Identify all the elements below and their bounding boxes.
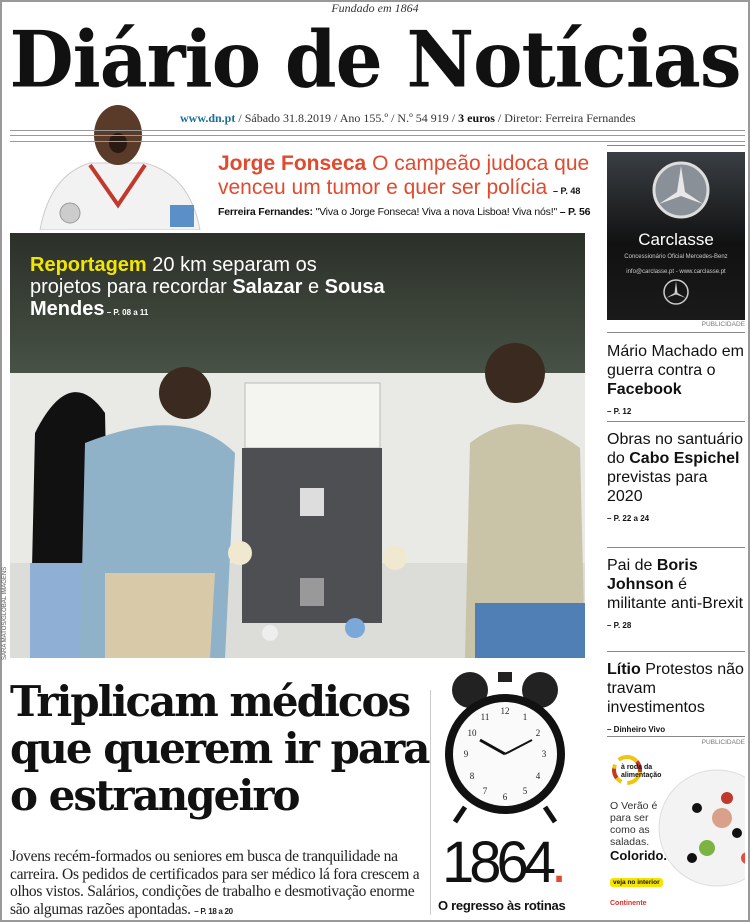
mercedes-logo-icon [651,160,711,220]
page-ref: – P. 08 a 11 [104,308,149,317]
director: / Diretor: Ferreira Fernandes [494,111,636,125]
judoka-photo [30,105,205,230]
svg-text:2: 2 [535,728,541,738]
sidebar-divider [607,736,745,737]
story-bold: Cabo Espichel [629,450,740,467]
issue-meta [180,111,636,126]
continente-ad[interactable] [607,748,745,916]
ad-subtitle: Concessionário Oficial Mercedes-Benz [624,254,728,260]
masthead-title: Diário de Notícias [9,14,741,106]
story-text: Pai de [607,557,657,574]
photo-credit: SARA MATOS/GLOBAL IMAGENS [2,566,8,660]
page-ref: – P. 12 [607,407,632,416]
ad-logo-text: à roda da alimentação [621,764,662,779]
sidebar-divider [607,547,745,548]
year-text: 1864 [442,830,552,895]
column-divider [430,690,431,915]
founded-line: Fundado em 1864 [331,1,419,15]
mercedes-star-icon [662,278,690,306]
svg-text:1: 1 [522,712,528,722]
lead-lede [10,848,430,920]
ad-text: O Verão é para ser como as saladas. [610,800,658,848]
sidebar-divider [607,421,745,422]
quote-text: "Viva o Jorge Fonseca! Viva a nova Lisboa! Viva nós!" [312,206,560,218]
sidebar-story-machado[interactable] [607,342,745,421]
lead-headline[interactable]: Triplicam médicos que querem ir para o estrangeiro [10,677,429,820]
sidebar-divider [607,145,745,146]
sidebar-story-litio[interactable] [607,660,745,739]
page-ref: – P. 22 a 24 [607,514,650,523]
photo-story-caption[interactable] [30,254,390,324]
svg-text:5: 5 [522,786,528,796]
page-ref: – Dinheiro Vivo [607,725,666,734]
story-text: Obras no santuário do [607,431,744,467]
page-ref: – P. 48 [553,186,581,196]
story-bold: Lítio [607,661,641,678]
page-ref: – P. 18 a 20 [194,906,233,916]
quote-author: Ferreira Fernandes: [218,206,313,218]
photo-story-kicker: Reportagem [30,254,147,276]
ad-brand: Continente [610,900,647,907]
svg-text:9: 9 [463,749,469,759]
lede-text: Jovens recém-formados ou seniores em busca de tranquilidade na carreira. Os pedidos de certificados para ser médico lá fora crescem a olhos vistos. Salários, condições de trabalho e desmotivação enorme são algumas razões apontadas. [10,848,420,918]
svg-text:11: 11 [480,712,490,722]
story-text: é militante anti-Brexit [607,576,744,612]
svg-text:6: 6 [502,792,508,802]
price: 3 euros [458,111,495,125]
story-bold: Facebook [607,381,682,398]
svg-text:7: 7 [482,786,488,796]
ad-contact: info@carclasse.pt - www.carclasse.pt [626,269,726,275]
website-link[interactable]: www.dn.pt [180,111,236,125]
carclasse-ad[interactable] [607,152,745,320]
masthead-rules [10,130,745,142]
sidebar-story-johnson[interactable] [607,556,745,635]
svg-text:4: 4 [535,771,541,781]
story-bold: Boris Johnson [607,557,698,593]
promo-year[interactable] [442,830,563,895]
caption-bold: Sousa Mendes [30,276,385,320]
story-text: Protestos não travam investimentos [607,661,744,716]
sidebar-divider [607,332,745,333]
page-ref: – P. 56 [559,206,591,218]
story-text: previstas para 2020 [607,469,708,505]
promo-caption[interactable]: O regresso às rotinas [438,898,566,913]
ad-bold: Colorido. [610,848,668,863]
year-dot: . [551,830,563,895]
caption-bold: Salazar [232,276,303,298]
caption-text: 20 km separam os projetos para recordar [30,254,317,298]
sidebar-story-espichel[interactable] [607,430,745,528]
svg-text:10: 10 [467,728,477,738]
svg-text:3: 3 [541,749,547,759]
top-story[interactable] [218,152,598,203]
svg-text:12: 12 [500,706,510,716]
ad-cta[interactable]: veja no interior [610,878,663,887]
story-text: Mário Machado em guerra contra o [607,343,744,379]
top-story-quote[interactable] [218,206,590,218]
alarm-clock-icon [440,662,570,827]
sidebar-divider [607,651,745,652]
ad-label: PUBLICIDADE [701,321,745,328]
caption-text: e [302,276,325,298]
ad-label: PUBLICIDADE [701,739,745,746]
svg-text:8: 8 [469,771,475,781]
top-story-kicker: Jorge Fonseca [218,152,367,175]
top-story-text: O campeão judoca que venceu um tumor e quer ser polícia [218,152,590,199]
issue-info: / Sábado 31.8.2019 / Ano 155.º / N.º 54 919 / [235,111,459,125]
page-ref: – P. 28 [607,621,632,630]
ad-brand: Carclasse [638,230,714,249]
